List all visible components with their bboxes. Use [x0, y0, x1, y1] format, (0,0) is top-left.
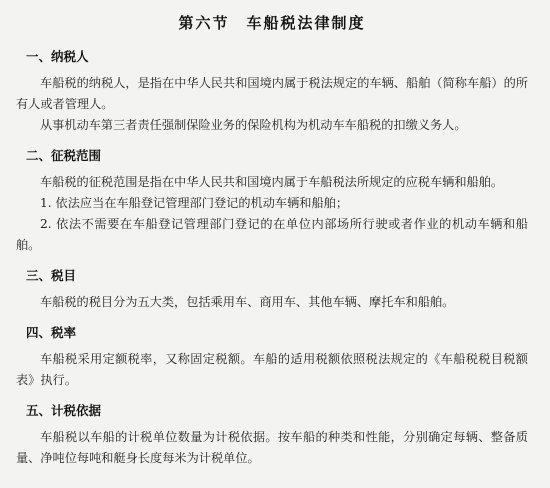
paragraph-tax-items: 车船税的税目分为五大类，包括乘用车、商用车、其他车辆、摩托车和船舶。 [40, 295, 455, 309]
section-title: 第六节 车船税法律制度 [178, 14, 366, 32]
section-heading-tax-rate: 四、税率 [26, 325, 77, 340]
section-heading-scope: 二、征税范围 [26, 148, 102, 163]
list-item-scope-2: 2. 依法不需要在车船登记管理部门登记的在单位内部场所行驶或者作业的机动车辆和船舶。 [16, 217, 528, 252]
section-scope [16, 146, 528, 256]
list-item-scope-1: 1. 依法应当在车船登记管理部门登记的机动车辆和船舶； [40, 196, 349, 210]
section-taxpayer [16, 47, 528, 136]
section-heading-tax-items: 三、税目 [26, 268, 77, 283]
section-tax-items [16, 266, 528, 313]
section-heading-tax-basis: 五、计税依据 [26, 403, 102, 418]
paragraph-scope-definition: 车船税的征税范围是指在中华人民共和国境内属于车船税法所规定的应税车辆和船舶。 [40, 175, 504, 189]
section-tax-basis [16, 401, 528, 469]
section-heading-taxpayer: 一、纳税人 [26, 49, 89, 64]
paragraph-tax-rate: 车船税采用定额税率，又称固定税额。车船的适用税额依照税法规定的《车船税税目税额表》执行。 [16, 352, 528, 387]
paragraph-tax-basis: 车船税以车船的计税单位数量为计税依据。按车船的种类和性能，分别确定每辆、整备质量、净吨位每吨和艇身长度每米为计税单位。 [16, 430, 528, 465]
paragraph-withholding-agent: 从事机动车第三者责任强制保险业务的保险机构为机动车车船税的扣缴义务人。 [40, 118, 467, 132]
section-tax-rate [16, 323, 528, 391]
paragraph-taxpayer-definition: 车船税的纳税人，是指在中华人民共和国境内属于税法规定的车辆、船舶（简称车船）的所有人或者管理人。 [16, 76, 528, 111]
